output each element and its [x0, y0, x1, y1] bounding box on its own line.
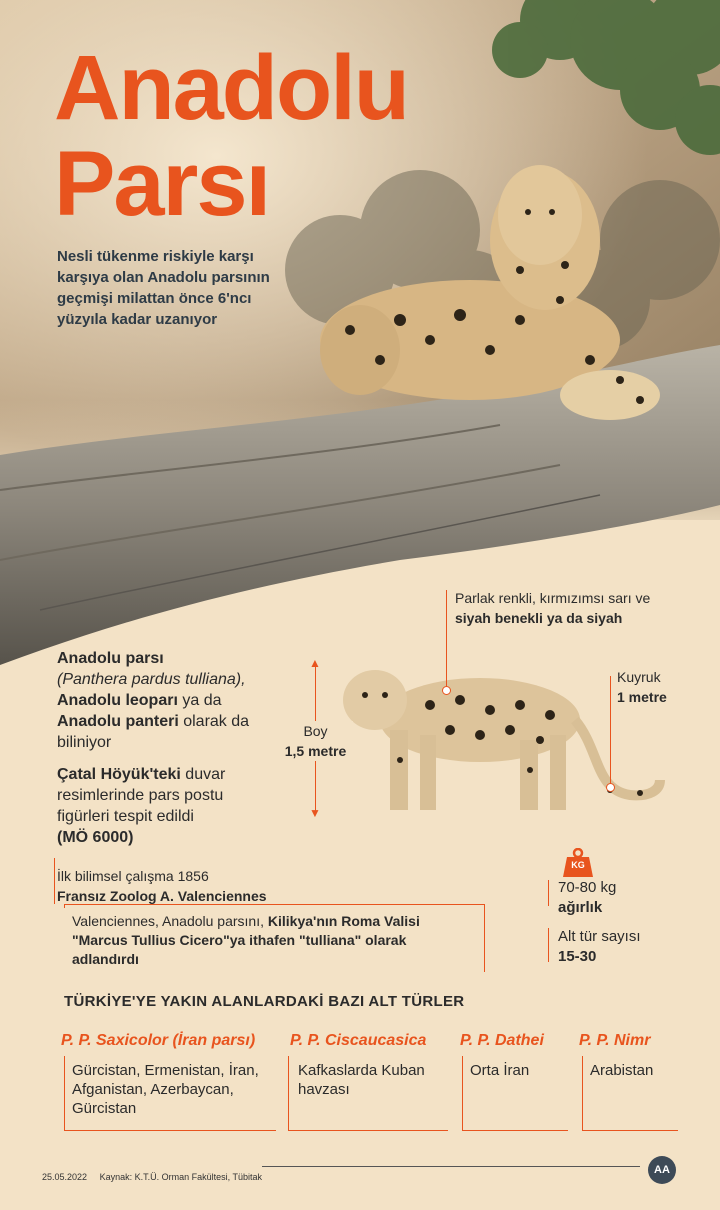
- weight-badge-label: KG: [571, 860, 585, 870]
- subspecies-1-name: P. P. Ciscaucasica: [290, 1032, 427, 1049]
- weight-range: 70-80 kg: [558, 879, 617, 896]
- subspecies-3-name: P. P. Nimr: [579, 1032, 651, 1049]
- first-study-line-left: [54, 858, 55, 904]
- box-top-line: [64, 904, 484, 905]
- weight-badge: [562, 848, 594, 878]
- subspecies-2-baseline: [462, 1130, 568, 1131]
- desc-alt-2: Anadolu panteri: [57, 713, 179, 730]
- aa-logo: [648, 1156, 676, 1184]
- subspecies-2-regions: Orta İran: [470, 1062, 530, 1079]
- intro-text: Nesli tükenme riskiyle karşı karşıya olan Anadolu parsının geçmişi milattan önce 6'ncı yüzyıla kadar uzanıyor: [57, 248, 270, 328]
- first-study-line-2: Fransız Zoolog A. Valenciennes: [57, 888, 267, 904]
- box-left-tick: [64, 904, 65, 908]
- desc-alt-1: Anadolu leoparı: [57, 692, 178, 709]
- catalhoyuk-bold: Çatal Höyük'teki: [57, 766, 181, 783]
- weight-annotation: [558, 878, 616, 918]
- tail-label: Kuyruk: [617, 669, 661, 685]
- note-text-b: ya ithafen "tulliana" olarak adlandırdı: [72, 932, 407, 967]
- subspecies-0-line: [64, 1056, 65, 1130]
- subspecies-3-baseline: [582, 1130, 678, 1131]
- subspecies-1-regions: Kafkaslarda Kuban havzası: [298, 1062, 425, 1098]
- aa-logo-text: AA: [654, 1164, 670, 1176]
- weight-line: [548, 880, 549, 906]
- length-value: 1,5 metre: [284, 743, 347, 759]
- desc-mid: ya da: [177, 692, 222, 709]
- tail-pointer-dot: [606, 783, 615, 792]
- count-label: Alt tür sayısı: [558, 928, 641, 945]
- catalhoyuk-block: [57, 764, 267, 848]
- color-note: [455, 588, 665, 628]
- subspecies-3-regions: Arabistan: [590, 1062, 654, 1079]
- subspecies-1-baseline: [288, 1130, 448, 1131]
- tail-value: 1 metre: [617, 689, 667, 705]
- footer: [42, 1172, 262, 1182]
- note-text-a: Valenciennes, Anadolu parsını,: [72, 913, 268, 929]
- color-note-plain: Parlak renkli, kırmızımsı sarı ve: [455, 590, 651, 606]
- first-study-line-1: İlk bilimsel çalışma 1856: [57, 868, 209, 884]
- weight-label: ağırlık: [558, 899, 603, 916]
- catalhoyuk-date: (MÖ 6000): [57, 829, 134, 846]
- subspecies-count: [558, 927, 641, 967]
- arrow-up-icon: ▲: [309, 656, 321, 670]
- subspecies-0-baseline: [64, 1130, 276, 1131]
- title-line-2: Parsı: [54, 133, 270, 235]
- desc-name: Anadolu parsı: [57, 650, 164, 667]
- length-label: Boy: [303, 723, 328, 739]
- length-annotation: [278, 721, 353, 761]
- color-note-bold: siyah benekli ya da siyah: [455, 610, 623, 626]
- color-pointer-dot: [442, 686, 451, 695]
- catalhoyuk-text: duvar resimlerinde pars postu figürleri tespit edildi: [57, 766, 226, 825]
- subspecies-0-regions: Gürcistan, Ermenistan, İran, Afganistan, Azerbaycan, Gürcistan: [72, 1062, 259, 1117]
- footer-date: 25.05.2022: [42, 1172, 88, 1182]
- page-title: [54, 37, 408, 235]
- subspecies-3-line: [582, 1056, 583, 1130]
- arrow-down-icon: ▼: [309, 806, 321, 820]
- footer-source: Kaynak: K.T.Ü. Orman Fakültesi, Tübitak: [99, 1172, 262, 1182]
- box-right-line: [484, 904, 485, 972]
- count-value: 15-30: [558, 948, 597, 965]
- first-study: [57, 866, 267, 906]
- count-line: [548, 928, 549, 962]
- title-line-1: Anadolu: [54, 37, 408, 139]
- footer-rule: [262, 1166, 640, 1167]
- desc-latin: (Panthera pardus tulliana),: [57, 671, 246, 688]
- subspecies-1-line: [288, 1056, 289, 1130]
- description-block: [57, 648, 282, 753]
- valenciennes-note: [72, 912, 477, 969]
- note-bold: Kilikya'nın Roma Valisi "Marcus Tullius Cicero": [72, 913, 420, 948]
- color-pointer-line: [446, 590, 447, 690]
- desc-end: olarak da biliniyor: [57, 713, 250, 751]
- tail-annotation: [617, 667, 707, 707]
- subspecies-2-line: [462, 1056, 463, 1130]
- subspecies-2-name: P. P. Dathei: [460, 1032, 544, 1049]
- tail-pointer-line: [610, 676, 611, 786]
- subspecies-heading: TÜRKİYE'YE YAKIN ALANLARDAKİ BAZI ALT TÜRLER: [64, 993, 465, 1010]
- subspecies-0-name: P. P. Saxicolor (İran parsı): [61, 1032, 256, 1049]
